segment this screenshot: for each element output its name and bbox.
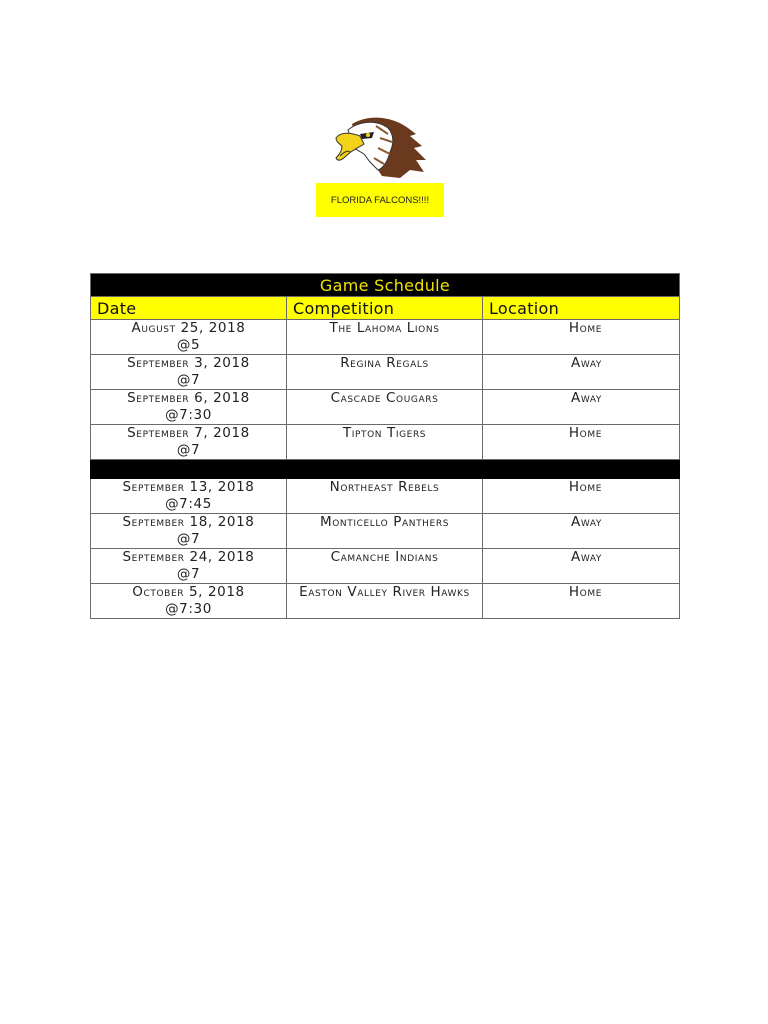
date-cell (91, 390, 287, 425)
location-cell: Away (483, 390, 680, 425)
time-text: @7 (176, 372, 201, 388)
location-cell: Home (483, 320, 680, 355)
table-row (91, 549, 680, 584)
date-text: September 3, 2018 (127, 355, 250, 371)
table-header-row (91, 297, 680, 320)
section-divider (91, 460, 680, 479)
opponent-cell: Northeast Rebels (287, 479, 483, 514)
team-banner-text: FLORIDA FALCONS!!!! (330, 194, 430, 206)
opponent-cell: Cascade Cougars (287, 390, 483, 425)
location-cell: Home (483, 425, 680, 460)
table-title-row (91, 274, 680, 297)
date-text: September 24, 2018 (122, 549, 255, 565)
date-cell (91, 425, 287, 460)
table-row (91, 479, 680, 514)
opponent-cell: Monticello Panthers (287, 514, 483, 549)
table-row (91, 320, 680, 355)
date-text: September 18, 2018 (122, 514, 255, 530)
time-text: @7 (176, 566, 201, 582)
table-row (91, 584, 680, 619)
location-cell: Away (483, 549, 680, 584)
date-text: September 7, 2018 (127, 425, 250, 441)
opponent-cell: Regina Regals (287, 355, 483, 390)
date-cell (91, 355, 287, 390)
section-divider-row (91, 460, 680, 479)
team-banner (316, 183, 444, 217)
opponent-cell: The Lahoma Lions (287, 320, 483, 355)
date-cell (91, 320, 287, 355)
date-cell (91, 549, 287, 584)
time-text: @7:30 (165, 601, 212, 617)
table-row (91, 514, 680, 549)
opponent-cell: Easton Valley River Hawks (287, 584, 483, 619)
opponent-cell: Tipton Tigers (287, 425, 483, 460)
location-cell: Home (483, 479, 680, 514)
date-text: September 13, 2018 (122, 479, 255, 495)
opponent-cell: Camanche Indians (287, 549, 483, 584)
column-header-competition: Competition (287, 297, 483, 320)
date-text: August 25, 2018 (131, 320, 246, 336)
date-cell (91, 584, 287, 619)
date-cell (91, 479, 287, 514)
table-row (91, 425, 680, 460)
date-text: September 6, 2018 (127, 390, 250, 406)
time-text: @7 (176, 442, 201, 458)
game-schedule-table (90, 273, 680, 619)
table-row (91, 390, 680, 425)
table-row (91, 355, 680, 390)
time-text: @7 (176, 531, 201, 547)
location-cell: Away (483, 355, 680, 390)
date-cell (91, 514, 287, 549)
column-header-location: Location (483, 297, 680, 320)
table-title: Game Schedule (91, 274, 680, 297)
location-cell: Home (483, 584, 680, 619)
date-text: October 5, 2018 (132, 584, 245, 600)
location-cell: Away (483, 514, 680, 549)
column-header-date: Date (91, 297, 287, 320)
falcon-head-icon (330, 112, 430, 186)
time-text: @5 (176, 337, 201, 353)
time-text: @7:45 (165, 496, 212, 512)
time-text: @7:30 (165, 407, 212, 423)
